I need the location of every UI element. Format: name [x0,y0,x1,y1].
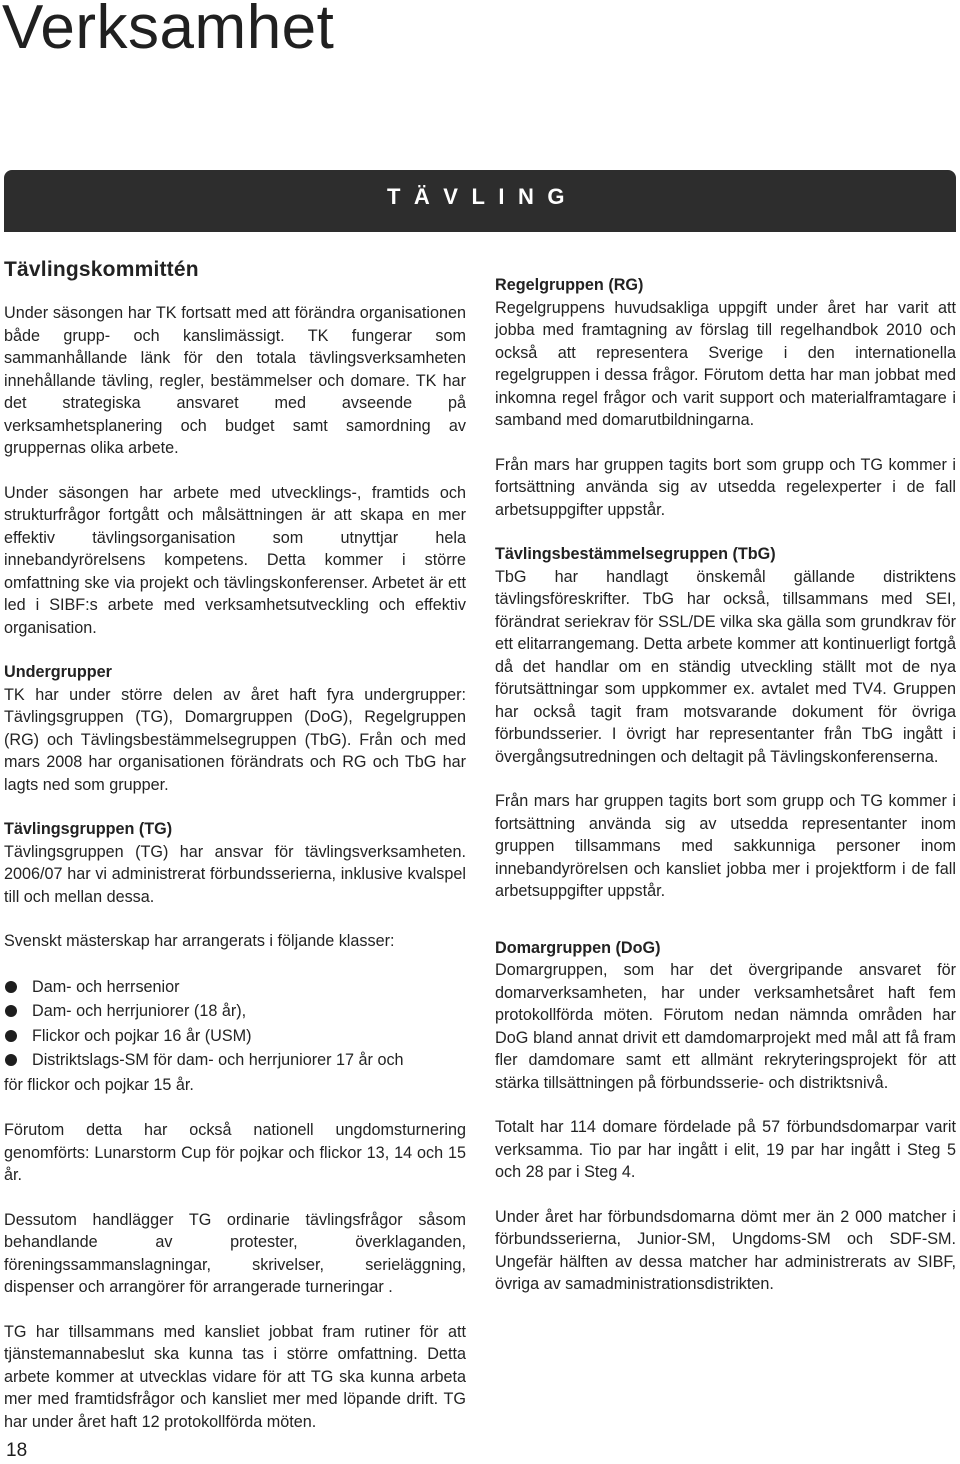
right-column [495,274,956,1318]
kansliet-paragraph: TG har tillsammans med kansliet jobbat fram rutiner för att tjänstemannabeslut ska kunna tas i större omfattning. Detta arbete kommer at utvecklas vidare för att TG ska kunna arbeta mer med framtidsfrågor och kansliet mer med löpande drift. TG har under året haft 12 protokollförda möten. [4,1322,466,1431]
list-item: Flickor och pojkar 16 år (USM) [4,1024,466,1049]
dessutom-paragraph: Dessutom handlägger TG ordinarie tävlingsfrågor såsom behandlande av protester, överklaganden, föreningssammanslagningar, skrivelser, serieläggning, dispenser och arrangörer för arrangerade turneringar . [4,1210,466,1296]
tg-text: Tävlingsgruppen (TG) har ansvar för tävlingsverksamheten. 2006/07 har vi administrerat förbundsserierna, inklusive kvalspel till och mellan dessa. [4,842,466,906]
bullet-icon [5,1054,17,1066]
list-item-continuation: för flickor och pojkar 15 år. [4,1075,194,1094]
dog-paragraph-2: Totalt har 114 domare fördelade på 57 förbundsdomarpar varit verksamma. Tio par har ingått i elit, 19 par har ingått i Steg 5 och 28 par i Steg 4. [495,1118,956,1181]
page-title: Verksamhet [2,0,335,62]
dog-text: Domargruppen, som har det övergripande ansvaret för domarverksamheten, har under verksamhetsåret haft fem protokollförda möten. Förutom nedan nämnda områden har DoG bland annat drivit ett damdomarprojekt med mål att få fram fler damdomare samt ett allmänt rekryteringsprojekt för att stärka tillsättningen på förbundsserie- och distriktsnivå. [495,961,956,1092]
intro-paragraph: Under säsongen har TK fortsatt med att förändra organisationen både grupp- och kanslimässigt. TK fungerar som sammanhållande länk för den totala tävlingsverksamheten innehållande tävling, regler, bestämmelser och domare. TK har det strategiska ansvaret med avseende på verksamhetsplanering och budget samt samordning av gruppernas olika arbete. [4,304,466,457]
sm-intro: Svenskt mästerskap har arrangerats i följande klasser: [4,932,395,950]
dog-paragraph-3: Under året har förbundsdomarna dömt mer än 2 000 matcher i förbundsserierna, Junior-SM, Ungdoms-SM och SDF-SM. Ungefär hälften av dessa matcher har administrerats av SIBF, övriga av samadministrationsdistrikten. [495,1207,956,1293]
section-title: Tävlingskommittén [4,258,199,281]
rg-heading: Regelgruppen (RG) [495,276,644,294]
undergrupper-text: TK har under större delen av året haft fyra undergrupper: Tävlingsgruppen (TG), Domargruppen (DoG), Regelgruppen (RG) och Tävlingsbestämmelsegruppen (TbG). Från och med mars 2008 har organisationen förändrats och RG och TbG har lagts ned som grupper. [4,685,466,794]
bullet-icon [5,981,17,993]
banner-title: TÄVLING [386,184,578,209]
page-number: 18 [6,1440,28,1461]
list-item: Dam- och herrjuniorer (18 år), [4,999,466,1024]
tg-heading: Tävlingsgruppen (TG) [4,820,173,838]
sm-block [4,930,466,953]
left-column [4,258,466,1455]
tg-paragraph [4,818,466,908]
tbg-heading: Tävlingsbestämmelsegruppen (TbG) [495,545,776,563]
undergrupper-paragraph [4,661,466,796]
list-item: Distriktslags-SM för dam- och herrjuniorer 17 år och för flickor och pojkar 15 år. [4,1048,466,1097]
rg-text: Regelgruppens huvudsakliga uppgift under året har varit att jobba med framtagning av förslag till regelhandbok 2010 och också att representera Sverige i den internationella regelgruppen i dessa frågor. Förutom detta har man jobbat med inkomna regel frågor och varit support och materialframtagare i samband med domarutbildningarna. [495,298,956,429]
dog-heading: Domargruppen (DoG) [495,938,661,957]
lunarstorm-paragraph: Förutom detta har också nationell ungdomsturnering genomförts: Lunarstorm Cup för pojkar och flickor 13, 14 och 15 år. [4,1121,466,1184]
section-banner [4,170,956,232]
bullet-icon [5,1005,17,1017]
rg-paragraph-2: Från mars har gruppen tagits bort som grupp och TG kommer i fortsättning använda sig av utsedda regelexperter i de fall arbetsuppgifter uppstår. [495,455,956,519]
development-paragraph: Under säsongen har arbete med utvecklings-, framtids och strukturfrågor fortgått och målsättningen är att skapa en mer effektiv tävlingsorganisation som utnyttjar hela innebandyrörelsens kompetens. Detta kommer i större omfattning ske via projekt och tävlingskonferenser. Arbetet är ett led i SIBF:s arbete med verksamhetsutveckling och effektiv organisation. [4,483,466,637]
bullet-icon [5,1030,17,1042]
rg-paragraph [495,274,956,432]
dog-paragraph [495,937,956,1095]
tbg-paragraph [495,543,956,768]
undergrupper-heading: Undergrupper [4,663,112,681]
tbg-paragraph-2: Från mars har gruppen tagits bort som grupp och TG kommer i fortsättning använda sig av utsedda representanter inom gruppen tillsammans med sakkunniga personer inom innebandyrörelsen och kansliet jobba mer i projektform i de fall arbetsuppgifter uppstår. [495,792,956,900]
tbg-text: TbG har handlagt önskemål gällande distriktens tävlingsföreskrifter. TbG har också, tillsammans med SEI, förändrat seriekrav för SSL/DE vilka ska gälla som grundkrav för ett elitarrangemang. Detta arbete kommer att kontinuerligt fortgå då det handlar om en ständig utveckling ställt mot de nya förutsättningar som uppkommer ex. avtalet med TV4. Gruppen har också tagit fram motsvarande dokument för övriga förbundsserier. I övrigt har representanter från TbG ingått i övergångsutredningen och deltagit på Tävlingskonferenserna. [495,567,956,766]
list-item: Dam- och herrsenior [4,975,466,1000]
sm-class-list [4,975,466,1098]
